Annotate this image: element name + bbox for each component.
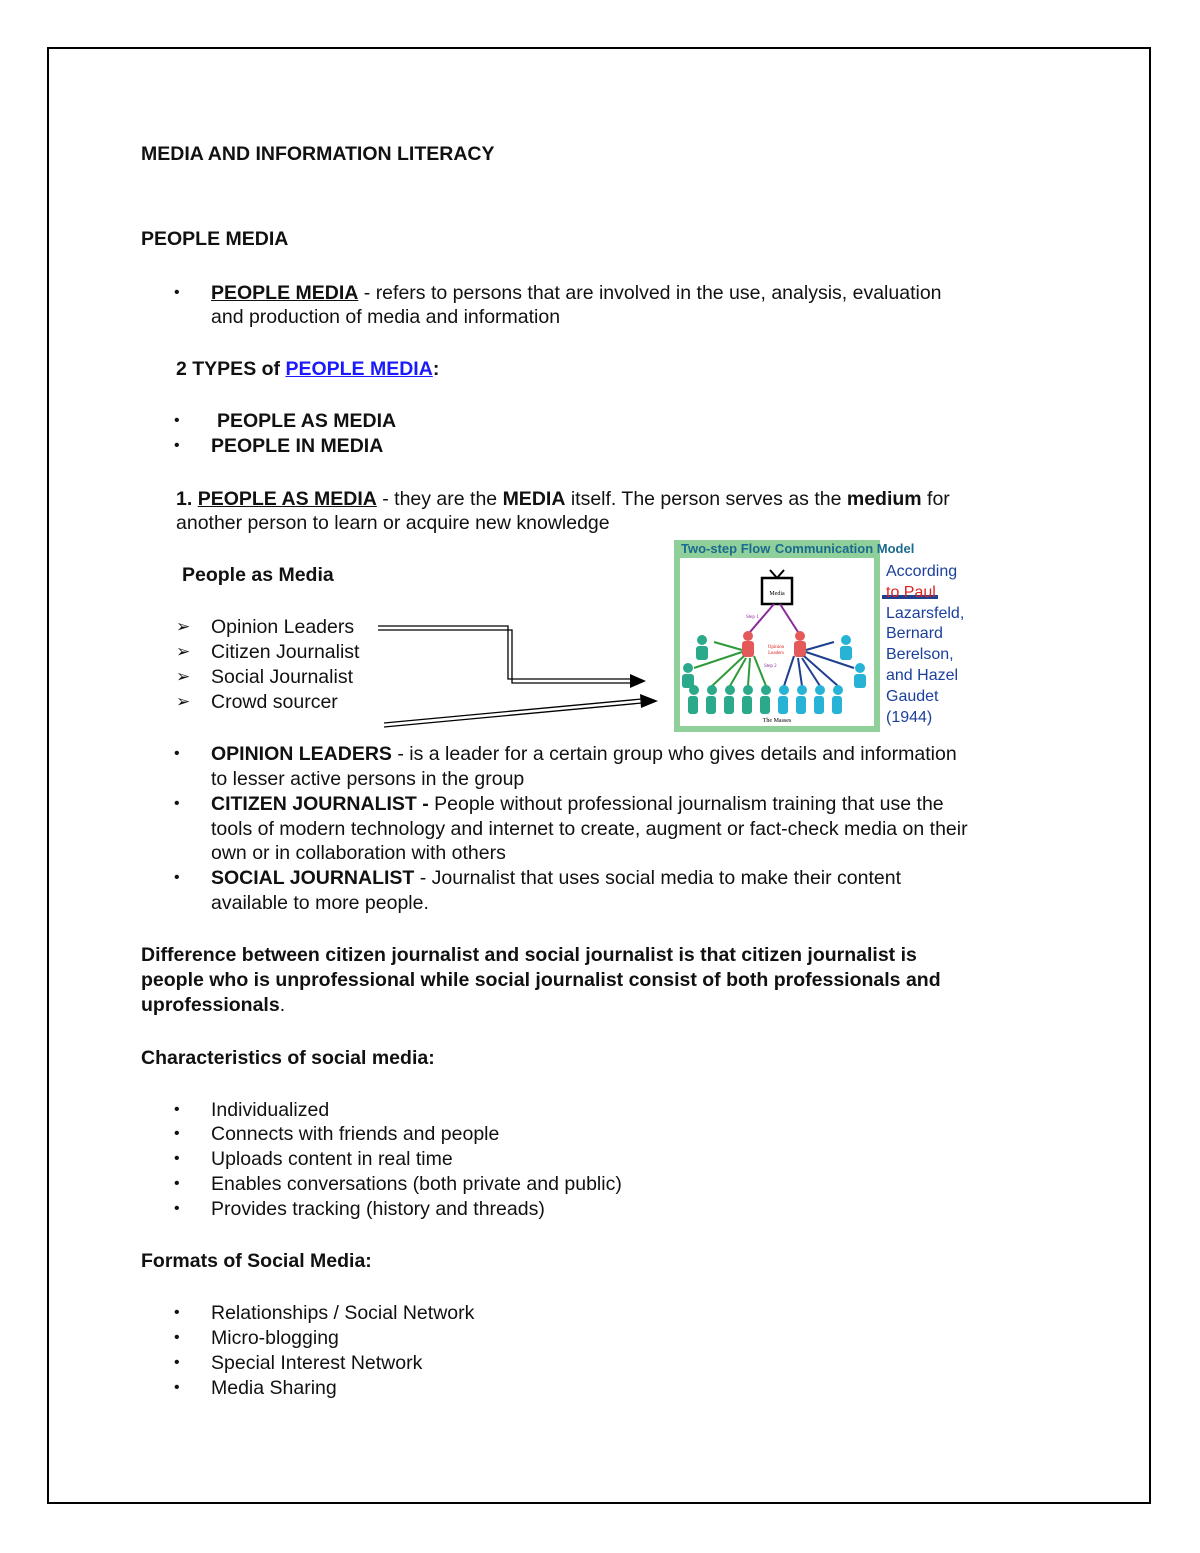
def-term: OPINION LEADERS xyxy=(211,743,392,765)
pam-bold-a: MEDIA xyxy=(502,488,566,510)
difference-line-1: Difference between citizen journalist and social journalist is that citizen journalist is xyxy=(141,944,917,966)
definition-text: - refers to persons that are involved in the use, analysis, evaluation xyxy=(358,282,942,304)
difference-end: uprofessionals xyxy=(141,994,280,1016)
pam-heading: People as Media xyxy=(182,564,334,586)
difference-line-2: people who is unprofessional while social journalist consist of both professionals and xyxy=(141,969,941,991)
characteristic-item: Provides tracking (history and threads) xyxy=(211,1198,545,1220)
pam-term: PEOPLE AS MEDIA xyxy=(197,488,377,510)
difference-line-3 xyxy=(141,993,285,1017)
arrow-bullet-icon: ➢ xyxy=(176,642,191,661)
bullet-icon: • xyxy=(174,1101,180,1118)
diagram-media-label: Media xyxy=(769,591,785,597)
crowd-sourcer-arrow-icon xyxy=(384,699,642,727)
def-line: tools of modern technology and internet to create, augment or fact-check media on their xyxy=(211,818,968,840)
citizen-journalist-definition xyxy=(211,792,944,816)
definition-line-2: and production of media and information xyxy=(211,306,561,328)
characteristics-heading: Characteristics of social media: xyxy=(141,1047,435,1069)
citation-line: Lazarsfeld, Bernard Berelson, and Hazel Gaudet (1944) xyxy=(886,604,965,726)
pam-text-c: for xyxy=(921,488,950,510)
diagram-citation xyxy=(886,562,981,728)
def-text: is a leader for a certain group who gives details and information xyxy=(409,743,957,765)
bullet-icon: • xyxy=(174,1175,180,1192)
bullet-icon: • xyxy=(174,437,180,454)
formats-heading: Formats of Social Media: xyxy=(141,1250,372,1272)
characteristic-item: Uploads content in real time xyxy=(211,1148,453,1170)
opinion-leaders-definition xyxy=(211,742,957,766)
arrowhead-icon xyxy=(640,694,658,708)
format-item: Relationships / Social Network xyxy=(211,1302,475,1324)
pam-list-item: Crowd sourcer xyxy=(211,691,338,713)
citation-line: to Paul xyxy=(886,583,936,601)
masses-label: The Masses xyxy=(762,718,792,724)
social-journalist-definition xyxy=(211,866,901,890)
types-heading-prefix: 2 TYPES of xyxy=(176,358,286,380)
format-item: Special Interest Network xyxy=(211,1352,423,1374)
bullet-icon: • xyxy=(174,412,180,429)
center-label-1: Opinion xyxy=(767,645,785,650)
bullet-icon: • xyxy=(174,1379,180,1396)
types-heading-suffix: : xyxy=(432,358,440,380)
people-media-link[interactable]: PEOPLE MEDIA xyxy=(285,358,433,380)
citation-line: According xyxy=(886,563,958,580)
diagram-title-highlight: Two-step Flow xyxy=(681,541,771,556)
def-line: own or in collaboration with others xyxy=(211,842,506,864)
def-text: Journalist that uses social media to make their content xyxy=(431,867,901,889)
bullet-icon: • xyxy=(174,1354,180,1371)
pam-number: 1. xyxy=(176,488,198,510)
center-label-2: Leaders xyxy=(768,651,784,656)
document-title: MEDIA AND INFORMATION LITERACY xyxy=(141,143,495,165)
type-item: PEOPLE IN MEDIA xyxy=(211,435,384,457)
bullet-icon: • xyxy=(174,795,180,812)
def-term: SOCIAL JOURNALIST xyxy=(211,867,415,889)
format-item: Media Sharing xyxy=(211,1377,337,1399)
opinion-leaders-arrow-icon xyxy=(378,626,630,683)
characteristic-item: Enables conversations (both private and public) xyxy=(211,1173,622,1195)
type-item: PEOPLE AS MEDIA xyxy=(217,410,397,432)
arrow-bullet-icon: ➢ xyxy=(176,617,191,636)
characteristic-item: Individualized xyxy=(211,1099,330,1121)
def-term: CITIZEN JOURNALIST - xyxy=(211,793,429,815)
bullet-icon: • xyxy=(174,745,180,762)
bullet-icon: • xyxy=(174,869,180,886)
pam-bold-b: medium xyxy=(846,488,922,510)
def-text: People without professional journalism training that use the xyxy=(434,793,944,815)
arrow-bullet-icon: ➢ xyxy=(176,667,191,686)
format-item: Micro-blogging xyxy=(211,1327,339,1349)
section-heading: PEOPLE MEDIA xyxy=(141,228,289,250)
bullet-icon: • xyxy=(174,1329,180,1346)
characteristic-item: Connects with friends and people xyxy=(211,1123,500,1145)
bullet-icon: • xyxy=(174,1304,180,1321)
pam-text-b: itself. The person serves as the xyxy=(565,488,847,510)
arrow-bullet-icon: ➢ xyxy=(176,692,191,711)
diagram-title-rest: Communication Model xyxy=(771,541,915,556)
diagram-title xyxy=(680,540,914,558)
def-sep: - xyxy=(391,743,410,765)
definition-term: PEOPLE MEDIA xyxy=(211,282,359,304)
step1-label: Step 1 xyxy=(746,615,759,620)
pam-list-item: Social Journalist xyxy=(211,666,353,688)
def-sep: - xyxy=(414,867,432,889)
arrowhead-icon xyxy=(630,674,646,688)
difference-period: . xyxy=(279,994,286,1016)
def-line: to lesser active persons in the group xyxy=(211,768,525,790)
bullet-icon: • xyxy=(174,1150,180,1167)
people-as-media-definition-line-2: another person to learn or acquire new knowledge xyxy=(176,512,610,534)
pam-list-item: Citizen Journalist xyxy=(211,641,360,663)
def-line: available to more people. xyxy=(211,892,429,914)
step2-label: Step 2 xyxy=(764,664,777,669)
bullet-icon: • xyxy=(174,284,180,301)
pam-list-item: Opinion Leaders xyxy=(211,616,355,638)
bullet-icon: • xyxy=(174,1125,180,1142)
bullet-icon: • xyxy=(174,1200,180,1217)
pam-text-a: - they are the xyxy=(376,488,503,510)
